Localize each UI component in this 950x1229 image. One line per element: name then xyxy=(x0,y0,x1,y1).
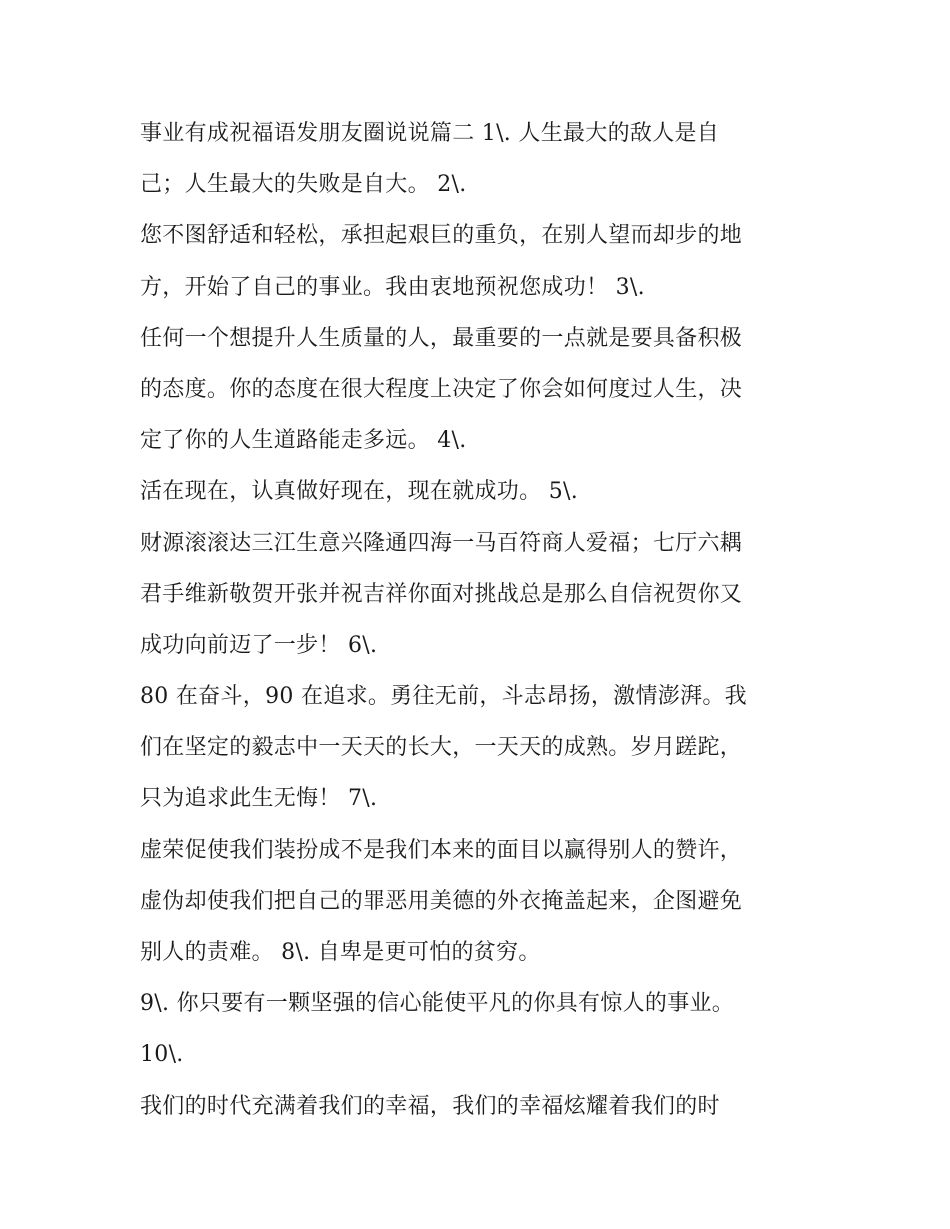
text-line: 成功向前迈了一步！ 6\. xyxy=(140,632,378,658)
text-line: 10\. xyxy=(140,1042,184,1068)
text-line: 们在坚定的毅志中一天天的长大，一天天的成熟。岁月蹉跎， xyxy=(140,735,743,761)
text-line: 方，开始了自己的事业。我由衷地预祝您成功！ 3\. xyxy=(140,274,645,300)
document-body xyxy=(140,108,830,1132)
text-line: 定了你的人生道路能走多远。 4\. xyxy=(140,428,467,454)
text-line: 己；人生最大的失败是自大。 2\. xyxy=(140,172,467,198)
text-line: 虚荣促使我们装扮成不是我们本来的面目以赢得别人的赞许， xyxy=(140,837,743,863)
text-line: 任何一个想提升人生质量的人，最重要的一点就是要具备积极 xyxy=(140,325,743,351)
text-line: 活在现在，认真做好现在，现在就成功。 5\. xyxy=(140,479,578,505)
text-line: 君手维新敬贺开张并祝吉祥你面对挑战总是那么自信祝贺你又 xyxy=(140,581,743,607)
text-line: 虚伪却使我们把自己的罪恶用美德的外衣掩盖起来，企图避免 xyxy=(140,888,743,914)
text-line: 只为追求此生无悔！ 7\. xyxy=(140,786,378,812)
text-line: 我们的时代充满着我们的幸福，我们的幸福炫耀着我们的时 xyxy=(140,1093,720,1119)
text-line: 您不图舒适和轻松，承担起艰巨的重负，在别人望而却步的地 xyxy=(140,223,743,249)
text-line: 80 在奋斗，90 在追求。勇往无前，斗志昂扬，激情澎湃。我 xyxy=(140,684,747,710)
text-line: 财源滚滚达三江生意兴隆通四海一马百符商人爱福；七厅六耦 xyxy=(140,530,743,556)
text-line: 别人的责难。 8\. 自卑是更可怕的贫穷。 xyxy=(140,940,541,965)
text-line: 9\. 你只要有一颗坚强的信心能使平凡的你具有惊人的事业。 xyxy=(140,991,735,1017)
text-line: 的态度。你的态度在很大程度上决定了你会如何度过人生，决 xyxy=(140,376,743,402)
text-line: 事业有成祝福语发朋友圈说说篇二 1\. 人生最大的敌人是自 xyxy=(140,121,720,146)
